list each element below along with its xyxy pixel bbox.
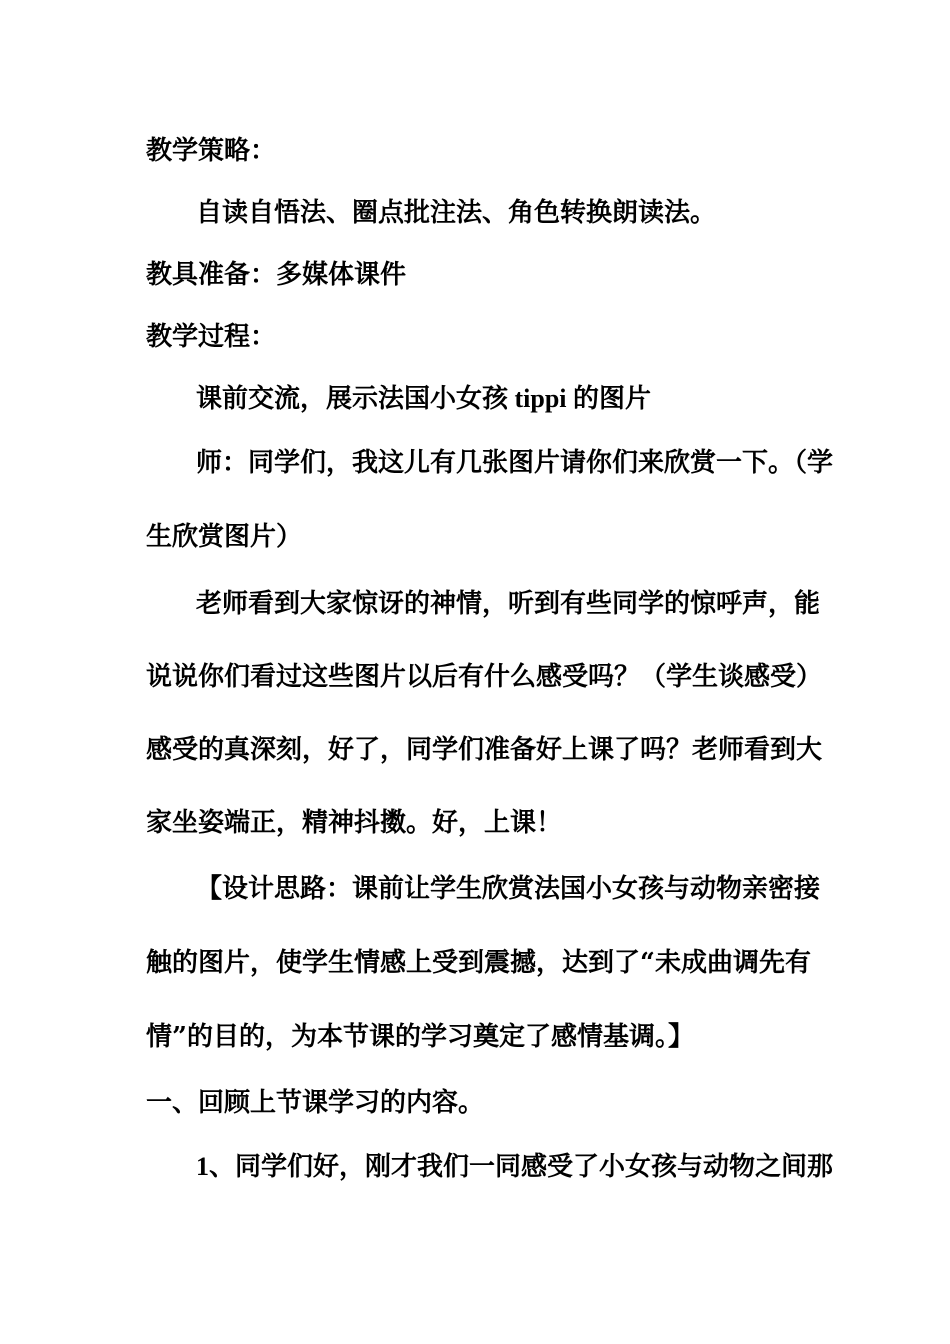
paragraph-design-idea-line3: 情”的目的，为本节课的学习奠定了感情基调。】 [146,1022,694,1052]
paragraph-teacher-intro-line1: 师：同学们，我这儿有几张图片请你们来欣赏一下。（学 [196,448,834,478]
paragraph-design-idea-line1: 【设计思路：课前让学生欣赏法国小女孩与动物亲密接 [196,874,821,904]
paragraph-strategy-methods: 自读自悟法、圈点批注法、角色转换朗读法。 [196,198,717,228]
heading-section-one: 一、回顾上节课学习的内容。 [146,1088,485,1118]
paragraph-section-one-item1: 1、同学们好，刚才我们一同感受了小女孩与动物之间那 [196,1152,834,1181]
heading-teaching-process: 教学过程： [146,322,277,352]
heading-teaching-strategy: 教学策略： [146,136,277,166]
paragraph-teacher-intro-line2: 生欣赏图片） [146,522,303,552]
paragraph-teacher-observe-line3: 感受的真深刻，好了，同学们准备好上课了吗？老师看到大 [146,735,823,765]
paragraph-teacher-observe-line1: 老师看到大家惊讶的神情，听到有些同学的惊呼声，能 [196,589,821,619]
paragraph-design-idea-line2: 触的图片，使学生情感上受到震撼，达到了“未成曲调先有 [146,948,811,978]
heading-teaching-aids: 教具准备：多媒体课件 [146,260,407,290]
paragraph-teacher-observe-line2: 说说你们看过这些图片以后有什么感受吗？（学生谈感受） [146,662,823,692]
paragraph-pre-class-exchange: 课前交流，展示法国小女孩 tippi 的图片 [196,384,652,413]
paragraph-teacher-observe-line4: 家坐姿端正，精神抖擞。好，上课！ [146,808,563,838]
